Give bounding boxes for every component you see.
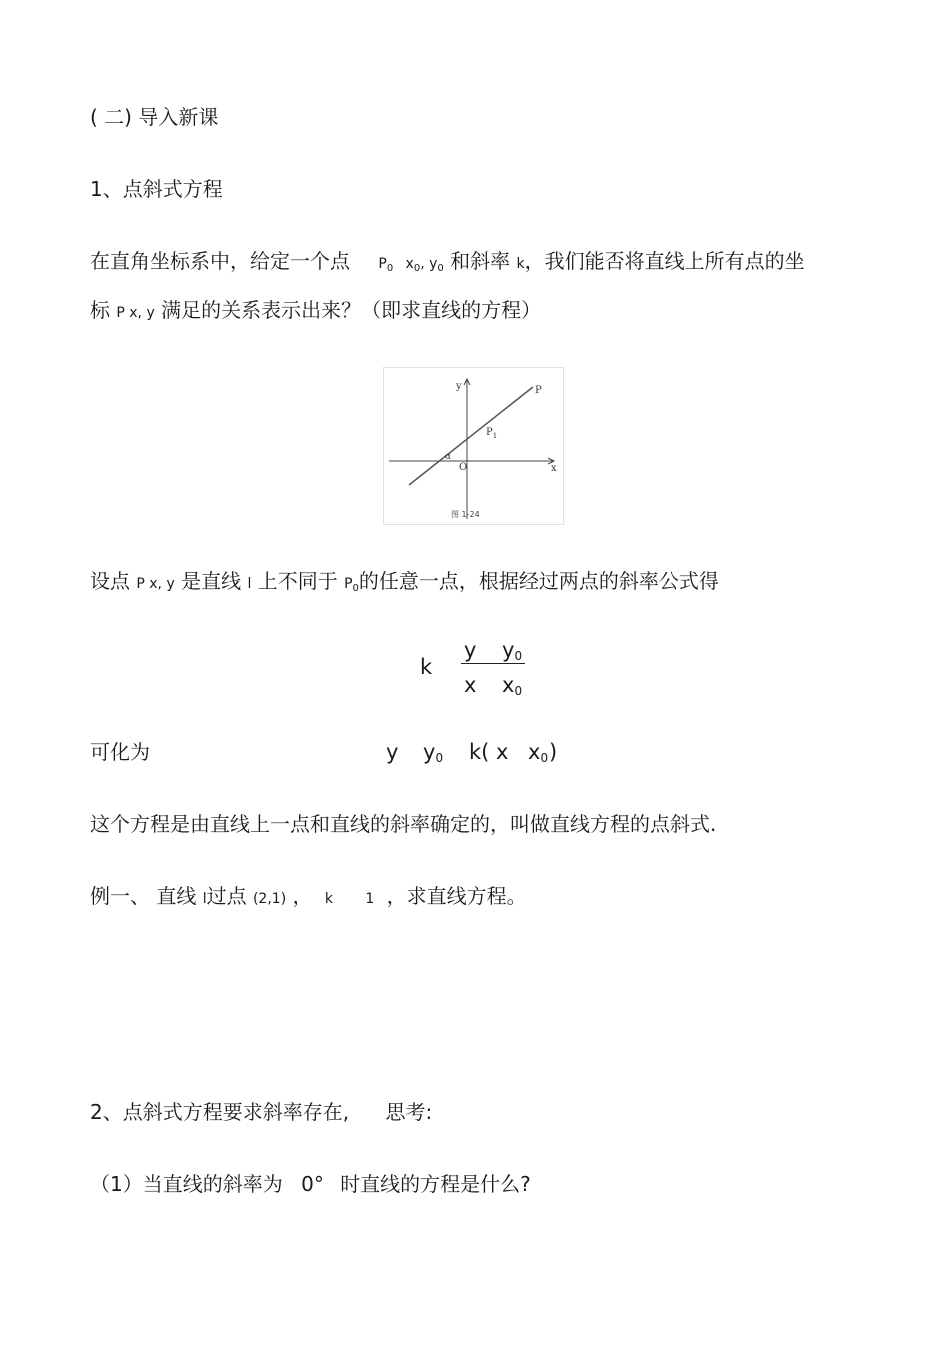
formula2-y: y [386,740,399,764]
point-p-xy: P x, y [136,576,175,592]
formula2-x0: $x_0$ [528,740,549,765]
numerator-y0: $y_0$ [502,638,523,663]
slope-k: k [516,256,525,272]
denominator-x: x [464,673,477,697]
paragraph-given-point: 在直角坐标系中，给定一个点 $P_0$ $x_0$, $y_0$ 和斜率 k，我们能否将直线上所有点的坐 [90,249,805,274]
angle-alpha-label: α [445,452,452,462]
question-one: （1）当直线的斜率为 0° 时直线的方程是什么? [90,1172,531,1196]
point-p-label: P [535,385,542,396]
point-p-xy: P x, y [116,305,155,321]
p0-symbol: $P_0$ [378,256,394,274]
fraction-bar [461,663,525,664]
example-k: k [324,891,333,907]
point-p1-label: $P_1$ [486,427,498,440]
figure-caption: 图 1-24 [451,510,480,519]
y-axis-label: y [456,381,462,392]
paragraph-arbitrary-point: 设点 P x, y 是直线 l 上不同于 $P_0$的任意一点，根据经过两点的斜率公式得 [90,569,719,594]
zero-degree: 0° [301,1172,324,1196]
example-one: 例一、 直线 l过点 (2,1) ， k 1 ，求直线方程。 [90,884,527,908]
section-heading: ( 二) 导入新课 [90,105,219,129]
paragraph-given-point-line2: 标 P x, y 满足的关系表示出来？（即求直线的方程） [90,298,542,322]
item2-title: 2、点斜式方程要求斜率存在, 思考: [90,1100,433,1124]
simplify-label: 可化为 [90,740,150,764]
numerator-y: y [464,638,477,662]
item1-title: 1、点斜式方程 [90,177,223,201]
conclusion-text: 这个方程是由直线上一点和直线的斜率确定的，叫做直线方程的点斜式. [90,812,717,836]
formula2-close: ) [549,740,558,764]
formula2-y0: $y_0$ [423,740,444,765]
line-l-symbol: l [247,576,252,592]
formula2-k-open: k( x [469,740,509,764]
example-point: (2,1) [252,891,287,907]
example-k-value: 1 [365,891,375,907]
point-coordinates: $x_0$, $y_0$ [405,256,444,274]
coordinate-figure [383,367,564,525]
p0-symbol: $P_0$ [344,576,359,594]
origin-label: O [459,462,468,473]
formula-k: k [420,655,433,679]
x-axis-label: x [551,463,557,474]
line-l-symbol: l [202,891,207,907]
denominator-x0: $x_0$ [502,673,523,698]
